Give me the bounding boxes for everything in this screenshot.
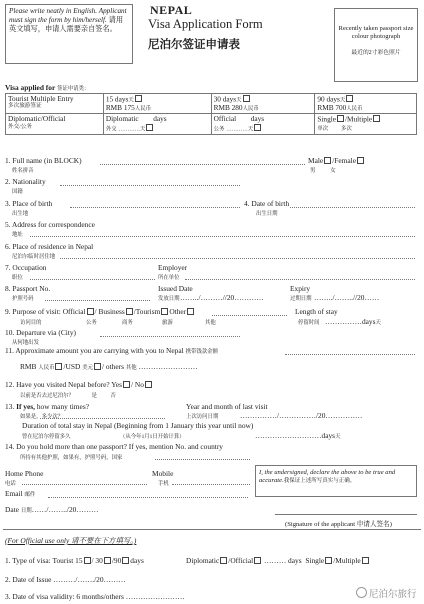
option-15-days[interactable]: 15 days天 RMB 175人民币: [103, 94, 211, 114]
official-validity: 3. Date of visa validity: 6 months/others ……………………: [5, 592, 185, 601]
field-employer: Employer: [158, 263, 188, 272]
official-checkbox-90[interactable]: [122, 557, 129, 564]
visited-before-cn: 以前是否去过尼泊尔？ 是 否: [20, 393, 116, 399]
official-date-of-issue: 2. Date of Issue ………/……./20………: [5, 575, 126, 584]
checkbox-yes[interactable]: [123, 381, 130, 388]
home-phone-input[interactable]: [22, 484, 147, 485]
form-title-country: NEPAL: [150, 3, 193, 17]
checkbox-30[interactable]: [243, 95, 250, 102]
gender-options: Male /Female: [308, 156, 365, 165]
checkbox-single[interactable]: [337, 115, 344, 122]
checkbox-no[interactable]: [145, 381, 152, 388]
checkbox-official-purpose[interactable]: [87, 308, 94, 315]
nationality-input[interactable]: [60, 185, 240, 186]
residence-nepal-input[interactable]: [60, 258, 415, 259]
official-checkbox-official[interactable]: [254, 557, 261, 564]
field-mobile-cn: 手机: [158, 481, 169, 487]
employer-input[interactable]: [185, 279, 415, 280]
field-place-of-birth-cn: 出生地: [12, 211, 29, 217]
official-visa-category: Diplomatic /Official ……… days Single /Multiple: [186, 556, 370, 565]
field-home-phone-cn: 电话: [5, 481, 16, 487]
field-address: 5. Address for correspondence: [5, 220, 95, 229]
field-passport-no: 8. Passport No.: [5, 284, 51, 293]
field-multiple-passports-cn: 所持有其他护照，如果有，护照号码，国家: [20, 455, 123, 461]
field-departure-cn: 从何地出发: [12, 340, 39, 346]
field-expiry-cn: 过期日期: [290, 296, 312, 302]
field-residence-nepal-cn: 尼泊尔临时居住地: [12, 254, 56, 260]
visa-type-table: [5, 93, 417, 135]
checkbox-90[interactable]: [346, 95, 353, 102]
field-departure: 10. Departure via (City): [5, 328, 77, 337]
field-length-of-stay-cn: 停留时间: [298, 320, 320, 326]
date-of-birth-input[interactable]: [290, 207, 415, 208]
declaration-box: I, the undersigned, declare the above to be true and accurate.我保证上述所写真实与正确。: [255, 465, 417, 497]
last-visit-input[interactable]: ……………/……………/20……………: [240, 411, 363, 420]
place-of-birth-input[interactable]: [70, 207, 240, 208]
departure-input[interactable]: [100, 336, 240, 337]
field-last-visit: Year and month of last visit: [186, 402, 268, 411]
official-use-heading: (For Official use only 请不要在下方填写。): [5, 536, 137, 545]
purpose-business-cn: 商务: [122, 320, 133, 326]
purpose-official-cn: 公务: [86, 320, 97, 326]
field-date[interactable]: Date 日期……/……../20………: [5, 505, 99, 514]
checkbox-15[interactable]: [135, 95, 142, 102]
checkbox-official[interactable]: [254, 124, 261, 131]
field-length-of-stay: Length of stay: [295, 307, 338, 316]
official-checkbox-15[interactable]: [84, 557, 91, 564]
field-duration-cn-note: （从今年1月1日开始计算）: [120, 434, 185, 440]
field-mobile: Mobile: [152, 469, 174, 478]
field-last-visit-cn: 上次访问日期: [186, 414, 219, 420]
field-occupation: 7. Occupation: [5, 263, 47, 272]
field-expiry: Expiry: [290, 284, 311, 293]
form-title-cn: 尼泊尔签证申请表: [148, 39, 240, 51]
photo-box[interactable]: Recently taken passport size colour photograph 最近的2寸彩色照片: [334, 8, 418, 82]
option-single-multiple[interactable]: Single /Multiple 单次 多次: [315, 114, 417, 134]
passports-input[interactable]: [155, 459, 250, 460]
duration-input[interactable]: ………………………days天: [255, 431, 341, 440]
address-input[interactable]: [30, 236, 415, 237]
field-passport-no-cn: 护照号码: [12, 296, 34, 302]
purpose-cn: 访问目的: [20, 320, 42, 326]
email-input[interactable]: [48, 497, 248, 498]
full-name-input[interactable]: [100, 164, 305, 165]
field-issued-date: Issued Date: [158, 284, 193, 293]
field-residence-nepal: 6. Place of residence in Nepal: [5, 242, 94, 251]
currency-options: RMB 人民币 /USD 美元 / others 其他 ……………………: [20, 362, 198, 371]
other-purpose-input[interactable]: [212, 315, 287, 316]
field-date-of-birth: 4. Date of birth: [244, 199, 290, 208]
field-place-of-birth: 3. Place of birth: [5, 199, 53, 208]
field-occupation-cn: 职位: [12, 275, 23, 281]
field-how-many-times-cn: 如果是，多少次？: [20, 414, 64, 420]
field-date-of-birth-cn: 出生日期: [256, 211, 278, 217]
option-30-days[interactable]: 30 days天 RMB 280人民币: [211, 94, 315, 114]
official-visa-type: 1. Type of visa: Tourist 15 / 30 /90 days: [5, 556, 144, 565]
field-address-cn: 地址: [12, 232, 23, 238]
option-diplomatic[interactable]: Diplomatic days 外交 …………天: [103, 114, 211, 134]
checkbox-other[interactable]: [187, 308, 194, 315]
field-nationality-cn: 国籍: [12, 189, 23, 195]
checkbox-usd[interactable]: [94, 363, 101, 370]
official-checkbox-multiple[interactable]: [362, 557, 369, 564]
occupation-input[interactable]: [30, 279, 155, 280]
signature-line[interactable]: [275, 514, 417, 515]
field-nationality: 2. Nationality: [5, 177, 46, 186]
issued-date-input[interactable]: ……../………//20…………: [180, 293, 264, 302]
form-title: Visa Application Form: [148, 17, 263, 31]
stay-days-input[interactable]: ……………days天: [325, 317, 381, 326]
visa-applied-label: Visa applied for 签证申请类：: [5, 83, 90, 92]
passport-no-input[interactable]: [45, 300, 150, 301]
signature-label: (Signature of the applicant 申请人签名): [285, 521, 392, 528]
checkbox-female[interactable]: [357, 157, 364, 164]
diplomatic-official-cell: Diplomatic/Official 外交/公务: [6, 114, 104, 134]
field-employer-cn: 所在单位: [158, 275, 180, 281]
checkbox-rmb[interactable]: [55, 363, 62, 370]
field-multiple-passports: 14. Do you hold more than one passport? If yes, mention No. and country: [5, 442, 223, 451]
official-checkbox-diplomatic[interactable]: [220, 557, 227, 564]
field-purpose: 9. Purpose of visit: Official / Business /Tourism Other: [5, 307, 195, 316]
field-full-name-cn: 姓名拼音: [12, 168, 34, 174]
mobile-input[interactable]: [172, 484, 250, 485]
field-home-phone: Home Phone: [5, 469, 44, 478]
purpose-other-cn: 其他: [205, 320, 216, 326]
instruction-note: Please write neatly in English. Applicant must sign the form by him/herself. 请用英文填写，申请人需要亲自签名。: [5, 4, 133, 64]
field-full-name: 1. Full name (in BLOCK): [5, 156, 82, 165]
expiry-input[interactable]: ……../……..//20……: [314, 293, 380, 302]
divider: [3, 529, 421, 530]
tourist-multiple-cell: Tourist Multiple Entry 多次旅游签证: [6, 94, 104, 114]
checkbox-multiple[interactable]: [373, 115, 380, 122]
amount-input[interactable]: [285, 354, 415, 355]
field-amount: 11. Approximate amount you are carrying with you to Nepal 携带钱款金额: [5, 346, 218, 355]
field-how-many-times: 13. If yes, how many times?: [5, 402, 89, 411]
field-duration: Duration of total stay in Nepal (Beginning from 1 January this year until now): [22, 421, 254, 430]
checkbox-business[interactable]: [126, 308, 133, 315]
field-email: Email 邮件: [5, 489, 36, 498]
purpose-tourism-cn: 旅游: [162, 320, 173, 326]
option-official[interactable]: Official days 公务 …………天: [211, 114, 315, 134]
times-input[interactable]: [40, 418, 165, 419]
checkbox-male[interactable]: [324, 157, 331, 164]
checkbox-tourism[interactable]: [161, 308, 168, 315]
gender-cn: 男 女: [310, 168, 336, 174]
field-visited-before: 12. Have you visited Nepal before? Yes / No: [5, 380, 153, 389]
watermark: 尼泊尔旅行: [356, 586, 417, 600]
checkbox-diplomatic[interactable]: [146, 124, 153, 131]
official-checkbox-30[interactable]: [104, 557, 111, 564]
weibo-icon: [356, 587, 367, 598]
field-duration-cn: 曾在尼泊尔停留多久: [22, 434, 71, 440]
option-90-days[interactable]: 90 days天 RMB 700人民币: [315, 94, 417, 114]
official-checkbox-single[interactable]: [325, 557, 332, 564]
field-issued-date-cn: 发放日期: [158, 296, 180, 302]
